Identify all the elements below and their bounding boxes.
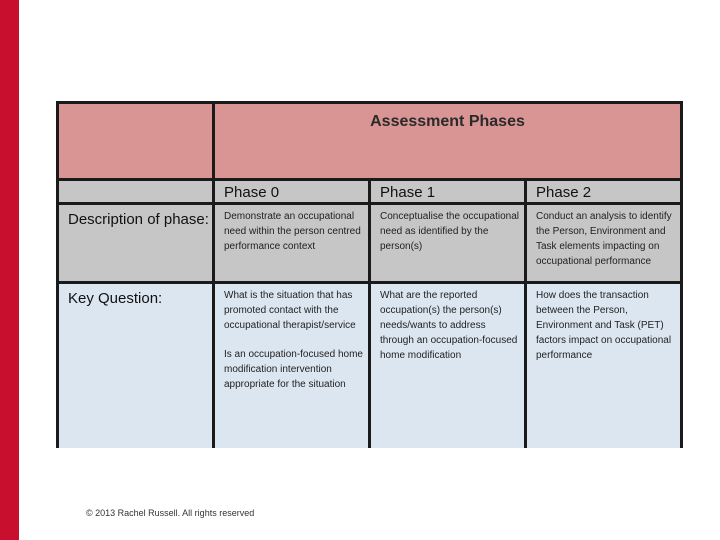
assessment-phases-table [56,101,683,448]
description-phase-1-text: Conceptualise the occupational need as identified by the person(s) [380,211,519,252]
key-question-phase-2 [527,284,680,448]
key-question-row-label: Key Question: [59,284,212,448]
key-question-phase-0 [215,284,368,448]
description-phase-0 [215,205,368,281]
key-question-phase-1 [371,284,524,448]
phase-2-label: Phase 2 [527,181,680,202]
description-phase-2 [527,205,680,281]
phase-1-label: Phase 1 [371,181,524,202]
phase-row-corner-cell [59,181,212,202]
copyright-footer: © 2013 Rachel Russell. All rights reserved [86,508,255,518]
key-question-phase-2-text: How does the transaction between the Person, Environment and Task (PET) factors impact on occupational performance [536,290,672,361]
accent-bar [0,0,19,540]
table-title: Assessment Phases [215,104,680,178]
description-row-label: Description of phase: [59,205,212,281]
description-phase-0-text: Demonstrate an occupational need within the person centred performance context [224,211,361,252]
key-question-phase-1-text: What are the reported occupation(s) the person(s) needs/wants to address through an occupation-focused home modification [380,290,518,361]
key-question-phase-0-text-2: Is an occupation-focused home modification intervention appropriate for the situation [224,349,363,390]
description-phase-2-text: Conduct an analysis to identify the Person, Environment and Task elements impacting on occupational performance [536,211,672,267]
description-phase-1 [371,205,524,281]
header-corner-cell [59,104,212,178]
key-question-phase-0-text-1: What is the situation that has promoted contact with the occupational therapist/service [224,290,356,331]
phase-0-label: Phase 0 [215,181,368,202]
